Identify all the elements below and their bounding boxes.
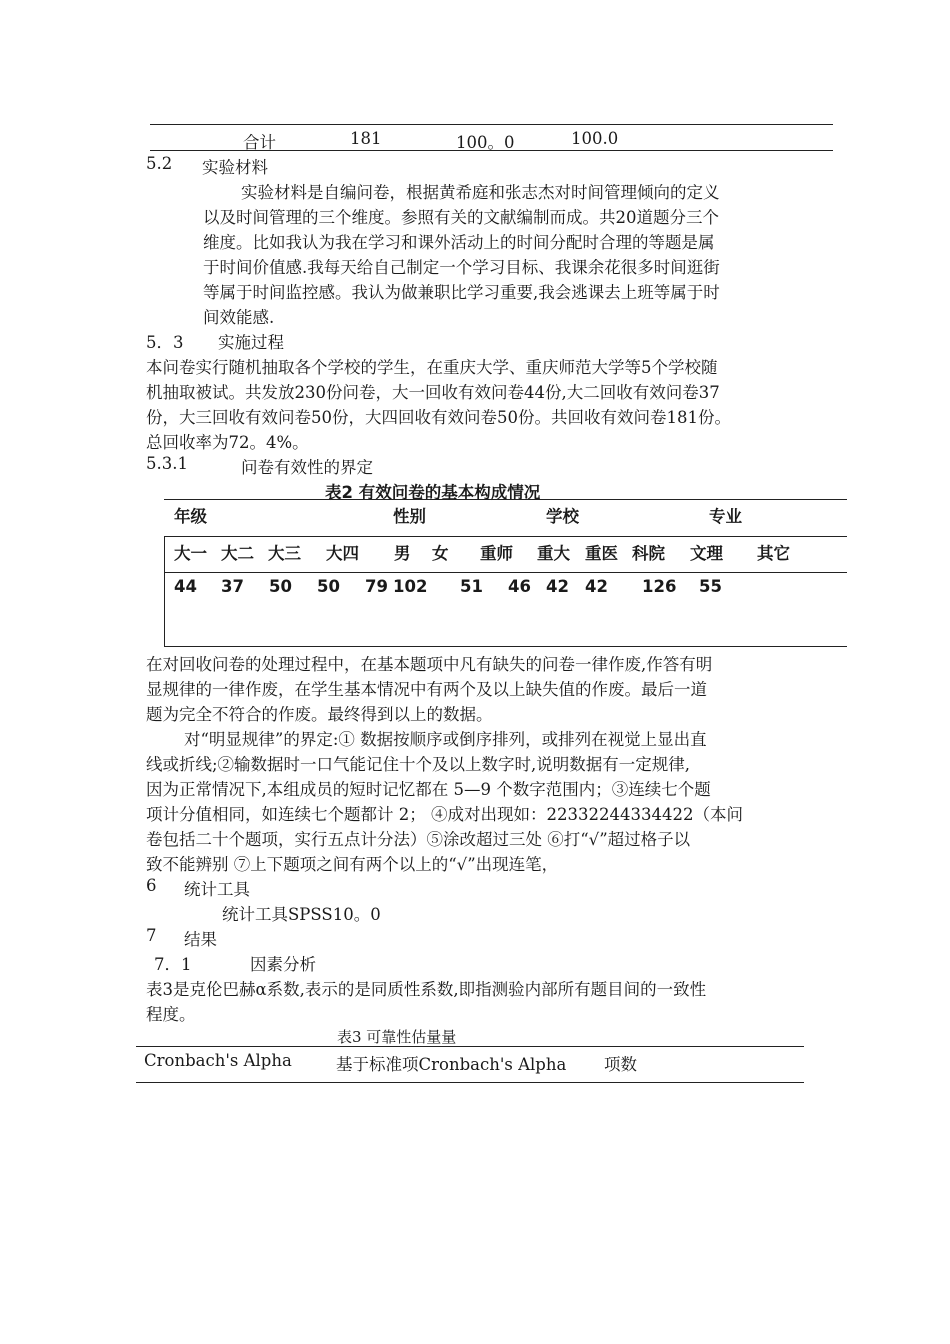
section-6-number: 6	[146, 876, 157, 895]
table2-value-cell: 46	[508, 577, 531, 596]
s53-line: 本问卷实行随机抽取各个学校的学生，在重庆大学、重庆师范大学等5个学校随	[146, 358, 718, 377]
total-label: 合计	[243, 133, 276, 152]
table3-bottom-rule	[136, 1082, 804, 1083]
s52-line: 间效能感.	[203, 308, 275, 327]
s52-line: 以及时间管理的三个维度。参照有关的文献编制而成。共20道题分三个	[203, 208, 719, 227]
table2-value-cell: 51	[460, 577, 483, 596]
section-5-2-number: 5.2	[146, 154, 173, 173]
table2-header-rule	[164, 536, 847, 537]
table2-header-cell: 重师	[480, 544, 513, 563]
section-7-1-number: 7．1	[154, 955, 192, 974]
rules-line: 对“明显规律”的界定:① 数据按顺序或倒序排列，或排列在视觉上显出直	[184, 730, 707, 749]
table2-value-cell: 44	[174, 577, 197, 596]
rules-line: 卷包括二十个题项，实行五点计分法）⑤涂改超过三处 ⑥打“√”超过格子以	[146, 830, 691, 849]
processing-line: 在对回收问卷的处理过程中，在基本题项中凡有缺失的问卷一律作废,作答有明	[146, 655, 713, 674]
table2-top-rule	[164, 499, 847, 500]
table2-value-cell: 37	[221, 577, 244, 596]
section-7-1-title: 因素分析	[250, 955, 316, 974]
table2-group-major: 专业	[709, 507, 742, 526]
table2-header-cell: 大二	[221, 544, 254, 563]
table3-header-cell: 项数	[604, 1055, 637, 1074]
section-6-title: 统计工具	[184, 880, 250, 899]
section-7-title: 结果	[184, 930, 217, 949]
table2-header-cell: 重医	[585, 544, 618, 563]
table2-value-cell: 42	[546, 577, 569, 596]
table2-header-cell: 大三	[268, 544, 301, 563]
processing-line: 显规律的一律作废，在学生基本情况中有两个及以上缺失值的作废。最后一道	[146, 680, 707, 699]
total-valid-percent: 100.0	[571, 129, 619, 148]
section-5-3-1-number: 5.3.1	[146, 454, 188, 473]
s52-line: 实验材料是自编问卷，根据黄希庭和张志杰对时间管理倾向的定义	[241, 183, 720, 202]
s53-line: 机抽取被试。共发放230份问卷，大一回收有效问卷44份,大二回收有效问卷37	[146, 383, 720, 402]
total-percent: 100。0	[456, 133, 515, 152]
table2-values-rule	[164, 572, 847, 573]
table2-group-school: 学校	[546, 507, 579, 526]
table2-header-cell: 男	[394, 544, 411, 563]
s52-line: 等属于时间监控感。我认为做兼职比学习重要,我会逃课去上班等属于时	[203, 283, 720, 302]
table1-top-rule	[150, 124, 833, 125]
section-5-2-title: 实验材料	[202, 158, 268, 177]
rules-line: 线或折线;②输数据时一口气能记住十个及以上数字时,说明数据有一定规律,	[146, 755, 691, 774]
section-6-body: 统计工具SPSS10。0	[222, 905, 381, 924]
table1-bottom-rule	[150, 150, 833, 151]
table2-header-cell: 其它	[757, 544, 790, 563]
table2-left-border	[164, 536, 165, 646]
table2-header-cell: 大一	[174, 544, 207, 563]
table2-header-cell: 科院	[632, 544, 665, 563]
table2-value-cell: 50	[269, 577, 292, 596]
table2-caption: 表2 有效问卷的基本构成情况	[325, 483, 541, 502]
table3-header-cell: Cronbach's Alpha	[144, 1051, 292, 1070]
s71-line: 程度。	[146, 1005, 196, 1024]
rules-line: 因为正常情况下,本组成员的短时记忆都在 5—9 个数字范围内；③连续七个题	[146, 780, 711, 799]
s71-line: 表3是克伦巴赫α系数,表示的是同质性系数,即指测验内部所有题目间的一致性	[146, 980, 707, 999]
table2-value-cell: 79	[365, 577, 388, 596]
rules-line: 致不能辨别 ⑦上下题项之间有两个以上的“√”出现连笔，	[146, 855, 559, 874]
table2-header-cell: 大四	[326, 544, 359, 563]
table3-top-rule	[136, 1046, 804, 1047]
table2-group-gender: 性别	[393, 507, 426, 526]
table2-value-cell: 42	[585, 577, 608, 596]
section-7-number: 7	[146, 926, 157, 945]
table2-group-grade: 年级	[174, 507, 207, 526]
s52-line: 于时间价值感.我每天给自己制定一个学习目标、我课余花很多时间逛街	[203, 258, 720, 277]
total-count: 181	[350, 129, 382, 148]
table2-header-cell: 女	[432, 544, 449, 563]
table2-bottom-rule	[164, 646, 847, 647]
section-5-3-number: 5．3	[146, 333, 184, 352]
s52-line: 维度。比如我认为我在学习和课外活动上的时间分配时合理的等题是属	[203, 233, 715, 252]
table2-value-cell: 50	[317, 577, 340, 596]
s53-line: 总回收率为72。4%。	[146, 433, 309, 452]
table3-caption: 表3 可靠性估量量	[337, 1028, 457, 1046]
rules-line: 项计分值相同，如连续七个题都计 2； ④成对出现如：22332244334422（本问	[146, 805, 743, 824]
table2-header-cell: 文理	[690, 544, 723, 563]
section-5-3-title: 实施过程	[218, 333, 284, 352]
table3-header-cell: 基于标准项Cronbach's Alpha	[336, 1055, 567, 1074]
processing-line: 题为完全不符合的作废。最终得到以上的数据。	[146, 705, 493, 724]
section-5-3-1-title: 问卷有效性的界定	[241, 458, 373, 477]
table2-value-cell: 55	[699, 577, 722, 596]
table2-value-cell: 102	[393, 577, 428, 596]
table2-header-cell: 重大	[537, 544, 570, 563]
s53-line: 份，大三回收有效问卷50份，大四回收有效问卷50份。共回收有效问卷181份。	[146, 408, 731, 427]
table2-value-cell: 126	[642, 577, 677, 596]
